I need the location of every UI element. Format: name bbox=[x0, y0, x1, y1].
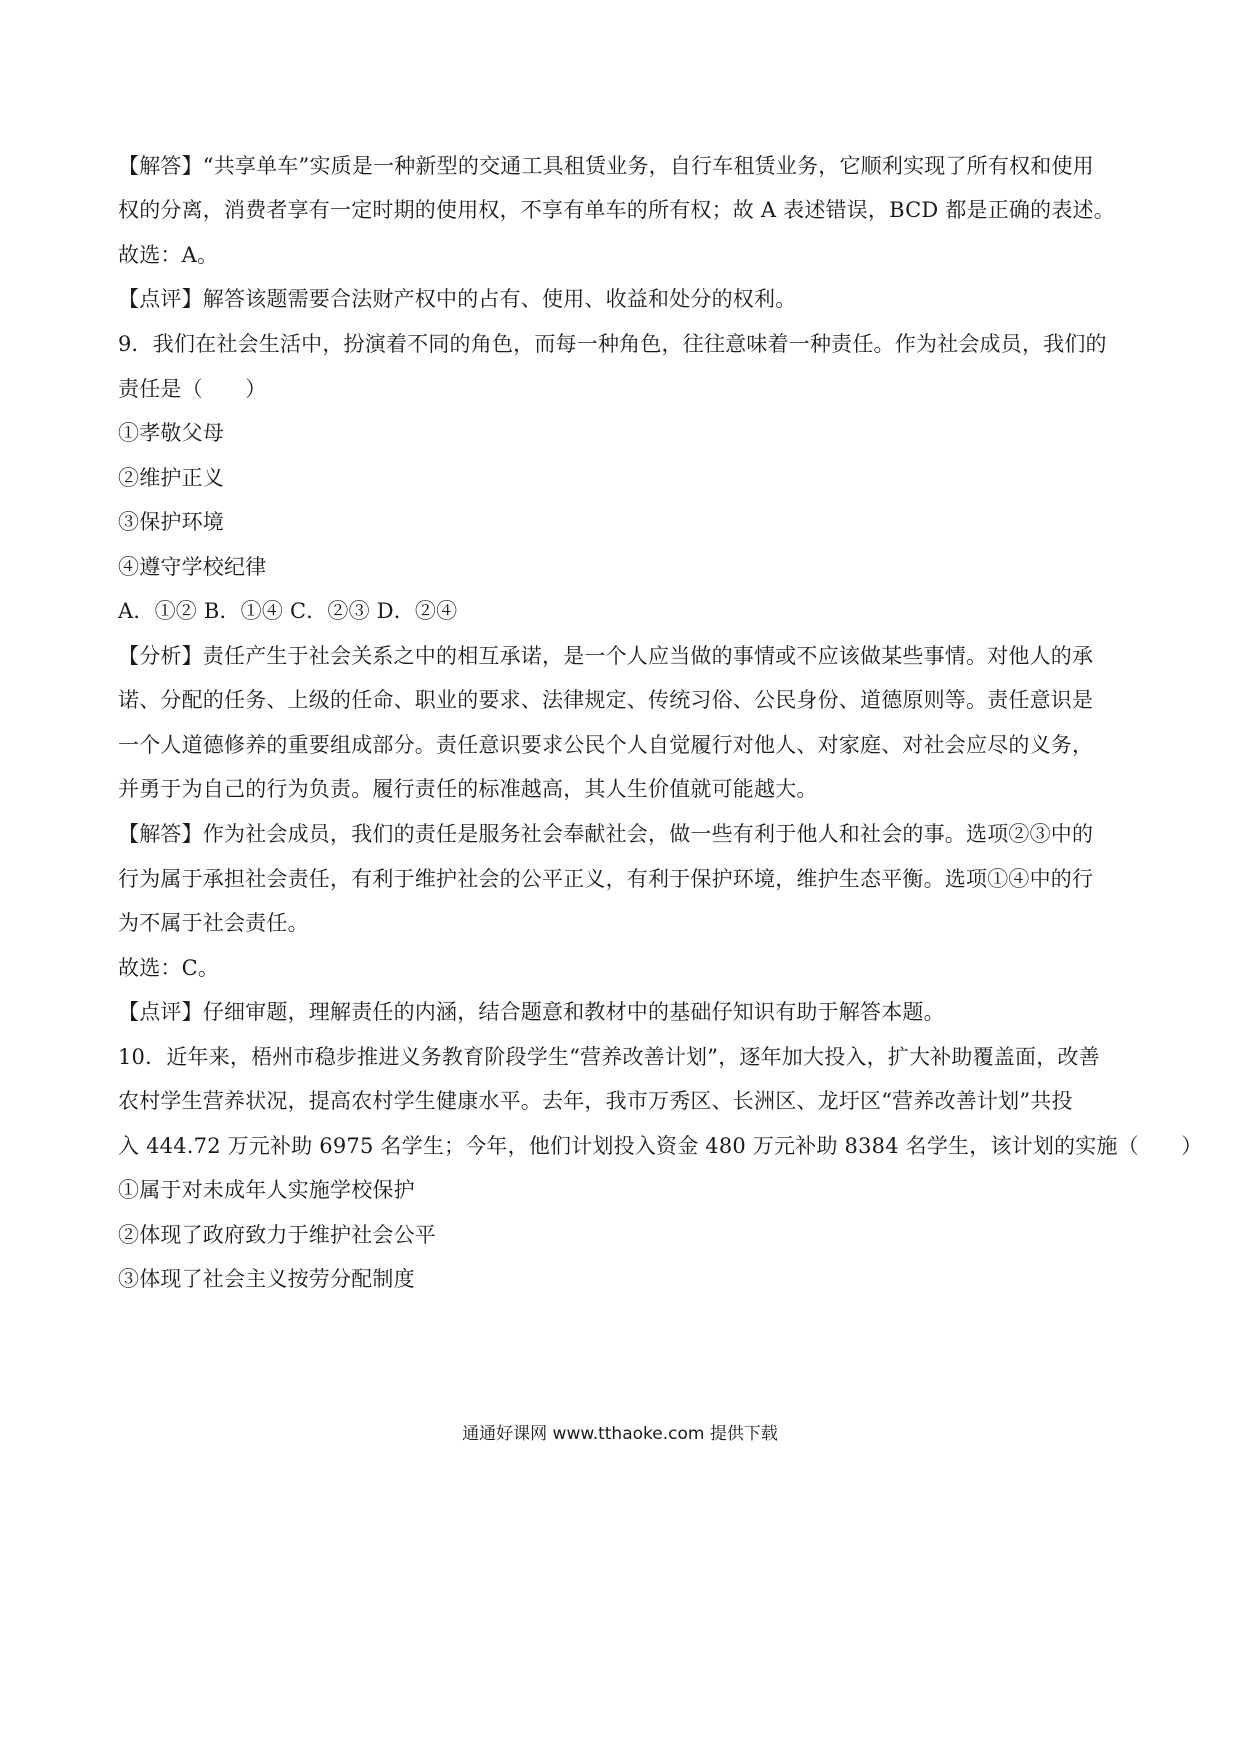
analysis-line: 【分析】责任产生于社会关系之中的相互承诺，是一个人应当做的事情或不应该做某些事情。对他人的承 bbox=[118, 644, 1094, 668]
question-10-stem: 农村学生营养状况，提高农村学生健康水平。去年，我市万秀区、长洲区、龙圩区“营养改善计划”共投 bbox=[118, 1089, 1073, 1113]
question-10-stem: 入 444.72 万元补助 6975 名学生；今年，他们计划投入资金 480 万元补助 8384 名学生，该计划的实施（ ） bbox=[118, 1134, 1203, 1158]
analysis-line: 并勇于为自己的行为负责。履行责任的标准越高，其人生价值就可能越大。 bbox=[118, 777, 818, 801]
answer-line: 为不属于社会责任。 bbox=[118, 911, 309, 935]
question-10-option: ②体现了政府致力于维护社会公平 bbox=[118, 1223, 436, 1247]
question-10-stem: 10．近年来，梧州市稳步推进义务教育阶段学生“营养改善计划”，逐年加大投入，扩大补助覆盖面，改善 bbox=[118, 1045, 1100, 1069]
question-9-option: ①孝敬父母 bbox=[118, 421, 224, 445]
question-9-stem: 9．我们在社会生活中，扮演着不同的角色，而每一种角色，往往意味着一种责任。作为社会成员，我们的 bbox=[118, 332, 1107, 356]
comment-line: 【点评】仔细审题，理解责任的内涵，结合题意和教材中的基础仔知识有助于解答本题。 bbox=[118, 1000, 945, 1024]
question-10-option: ①属于对未成年人实施学校保护 bbox=[118, 1178, 415, 1202]
page-footer: 通通好课网 www.tthaoke.com 提供下载 bbox=[462, 1424, 778, 1444]
answer-line: 【解答】“共享单车”实质是一种新型的交通工具租赁业务，自行车租赁业务，它顺利实现了所有权和使用 bbox=[118, 154, 1094, 178]
choice-result-line: 故选：C。 bbox=[118, 956, 220, 980]
question-10-option: ③体现了社会主义按劳分配制度 bbox=[118, 1267, 415, 1291]
question-9-stem: 责任是（ ） bbox=[118, 377, 267, 401]
answer-line: 权的分离，消费者享有一定时期的使用权，不享有单车的所有权；故 A 表述错误，BCD 都是正确的表述。 bbox=[118, 198, 1115, 222]
analysis-line: 诺、分配的任务、上级的任命、职业的要求、法律规定、传统习俗、公民身份、道德原则等。责任意识是 bbox=[118, 688, 1094, 712]
choice-result-line: 故选：A。 bbox=[118, 243, 219, 267]
comment-line: 【点评】解答该题需要合法财产权中的占有、使用、收益和处分的权利。 bbox=[118, 287, 797, 311]
answer-line: 【解答】作为社会成员，我们的责任是服务社会奉献社会，做一些有利于他人和社会的事。选项②③中的 bbox=[118, 822, 1094, 846]
answer-line: 行为属于承担社会责任，有利于维护社会的公平正义，有利于保护环境，维护生态平衡。选项①④中的行 bbox=[118, 867, 1094, 891]
question-9-option: ③保护环境 bbox=[118, 510, 224, 534]
analysis-line: 一个人道德修养的重要组成部分。责任意识要求公民个人自觉履行对他人、对家庭、对社会应尽的义务， bbox=[118, 733, 1094, 757]
question-9-choices: A．①② B．①④ C．②③ D．②④ bbox=[118, 599, 458, 623]
question-9-option: ④遵守学校纪律 bbox=[118, 555, 267, 579]
question-9-option: ②维护正义 bbox=[118, 466, 224, 490]
